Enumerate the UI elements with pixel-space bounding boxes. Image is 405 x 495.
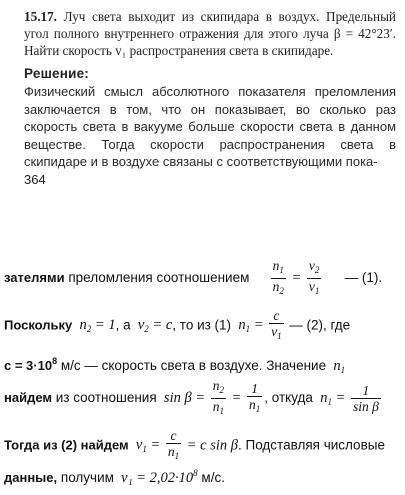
continuation-line-4: найдем из соотношения sin β = $\frac{n_2}{n_1}$ = $\frac{1}{n_1}$ , откуда $n_1$ = $\frac{1}{\text{sin β}}$ (4, 378, 396, 419)
solution-text: Физический смысл абсолютного показателя преломления заключается в том, что он показывает, во сколько раз скорость света в вакууме больше скорости света в данном веществе. Тогда скорости распространения света в скипидаре и в воздухе связаны с соответствующими пока- (24, 84, 396, 169)
continuation-line-6: данные, получим $v_1 = 2,02\cdot 10^8$ м/с. (4, 468, 225, 486)
book-page-excerpt (24, 8, 396, 188)
formula-v2-over-v1: $\frac{v_2}{v_1}$ (308, 258, 320, 296)
formula-n1-over-n2: $\frac{n_1}{n_2}$ (272, 258, 284, 296)
formula-v2-eq-c: $v_2 = c$ (134, 317, 173, 335)
formula-c-over-v1: $\frac{c}{v_1}$ (271, 308, 282, 341)
page-number: 364 (24, 171, 46, 187)
solution-heading: Решение: (24, 66, 89, 81)
page-break-divider (0, 248, 405, 249)
continuation-line-2: Поскольку $n_2 = 1$, а $v_2 = c$, то из (1) $n_1$ = $\frac{c}{v_1}$ — (2), где (4, 308, 396, 344)
continuation-line-3: $c = 3\cdot 10^8$ м/с — скорость света в воздухе. Значение $n_1$ (4, 356, 346, 375)
formula-1-over-sinb: $\frac{1}{\text{sin β}}$ (352, 383, 379, 414)
formula-n2-over-n1: $\frac{n_2}{n_1}$ (212, 378, 224, 416)
problem-statement (24, 8, 396, 59)
formula-c-over-n1: $\frac{c}{n_1}$ (167, 428, 180, 461)
problem-text: Луч света выходит из скипидара в воздух. Предельный угол полного внутреннего отражения для этого луча β = 42°23′. Найти скорость v₁ распространения света в скипидаре. (24, 9, 396, 58)
final-answer: $v_1 = 2,02\cdot 10^8$ (121, 468, 198, 486)
speed-of-light-value: $c = 3\cdot 10^8$ (4, 356, 58, 373)
problem-number: 15.17. (24, 9, 57, 24)
formula-n2-eq-1: $n_2 = 1$ (75, 317, 116, 335)
continuation-line-5: Тогда из (2) найдем $v_1$ = $\frac{c}{n_1}$ = c sin β. Подставляя числовые (4, 428, 396, 464)
continuation-line-1: зателями преломления соотношением $\frac{n_1}{n_2}$ = $\frac{v_2}{v_1}$ — (1). (4, 258, 396, 299)
formula-1-over-n1: $\frac{1}{n_1}$ (249, 380, 261, 414)
